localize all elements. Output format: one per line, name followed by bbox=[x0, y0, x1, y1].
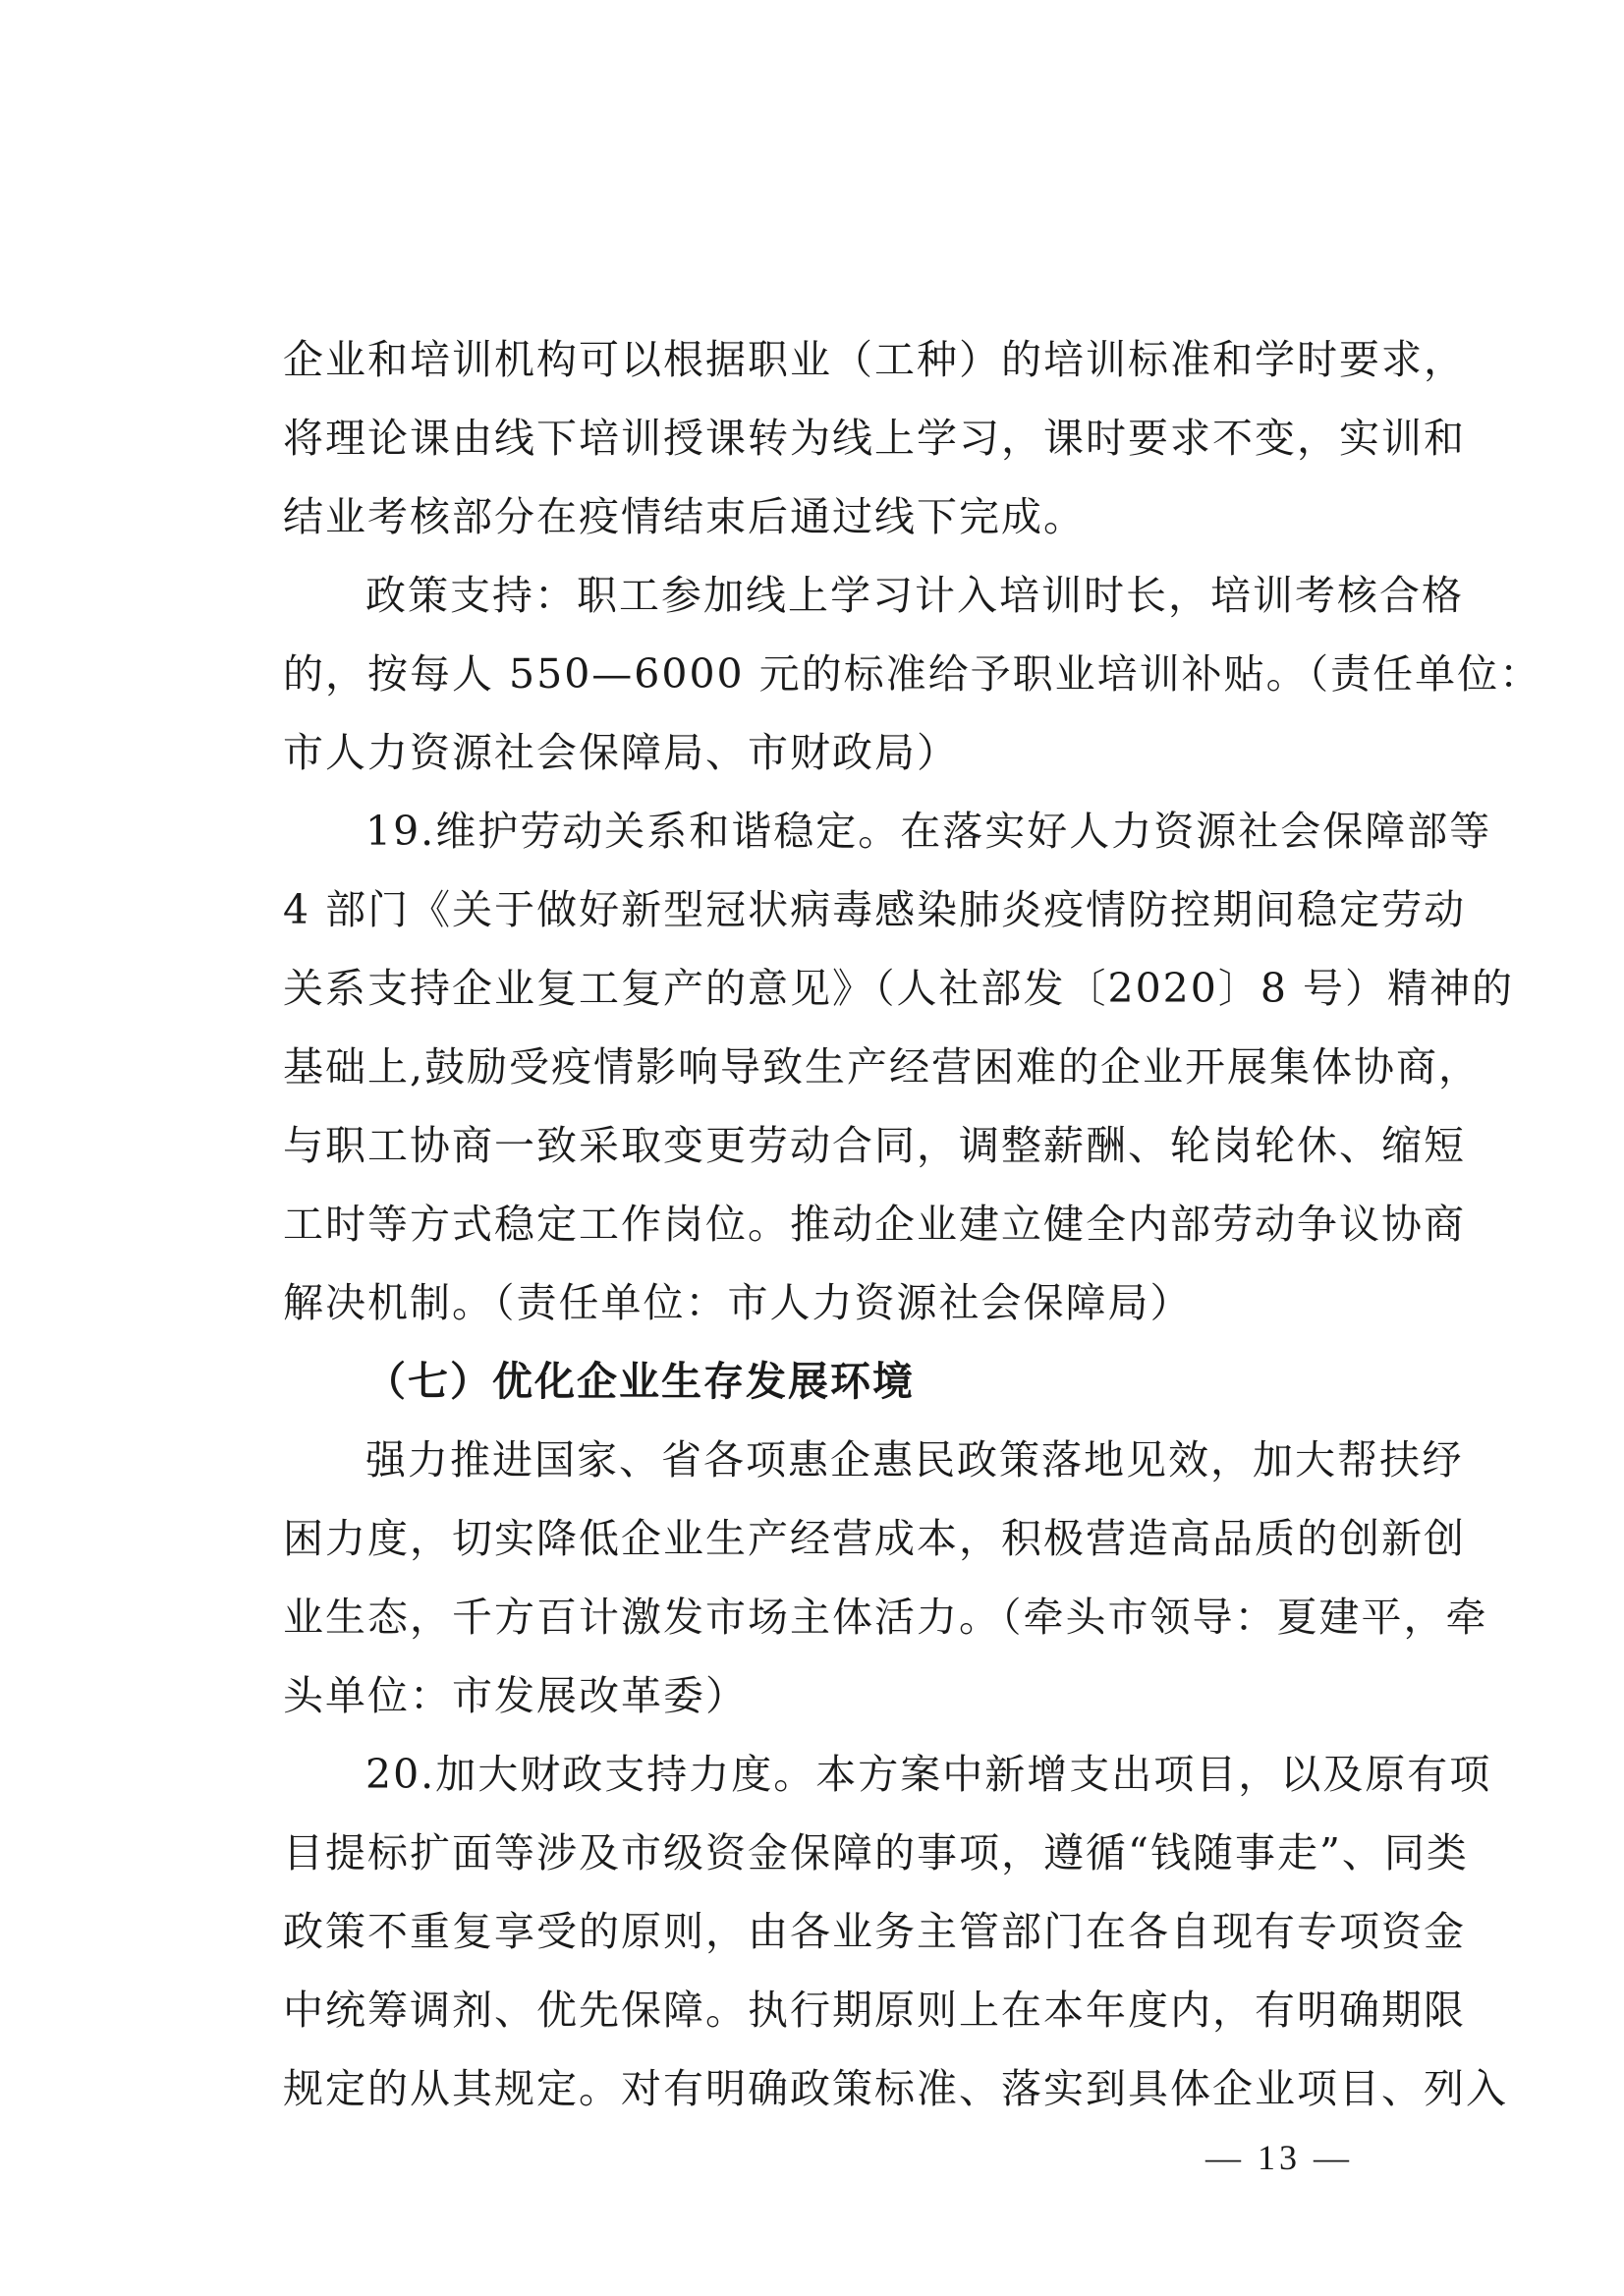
text-line: 工时等方式稳定工作岗位。推动企业建立健全内部劳动争议协商 bbox=[283, 1201, 1466, 1248]
text-line: 困力度，切实降低企业生产经营成本，积极营造高品质的创新创 bbox=[283, 1515, 1466, 1562]
text-line: 关系支持企业复工复产的意见》（人社部发〔2020〕8 号）精神的 bbox=[283, 965, 1514, 1012]
text-line: 企业和培训机构可以根据职业（工种）的培训标准和学时要求， bbox=[283, 336, 1466, 383]
section-heading: （七）优化企业生存发展环境 bbox=[365, 1358, 915, 1405]
text-line: 基础上,鼓励受疫情影响导致生产经营困难的企业开展集体协商， bbox=[283, 1043, 1482, 1091]
text-line: 解决机制。（责任单位：市人力资源社会保障局） bbox=[283, 1279, 1193, 1326]
text-line: 与职工协商一致采取变更劳动合同，调整薪酬、轮岗轮休、缩短 bbox=[283, 1122, 1466, 1169]
page-number: — 13 — bbox=[1205, 2138, 1353, 2177]
text-line: 业生态，千方百计激发市场主体活力。（牵头市领导：夏建平，牵 bbox=[283, 1594, 1488, 1641]
text-line: 的，按每人 550—6000 元的标准给予职业培训补贴。（责任单位： bbox=[283, 650, 1542, 698]
text-line: 头单位：市发展改革委） bbox=[283, 1672, 748, 1719]
paragraph-first-line: 19.维护劳动关系和谐稳定。在落实好人力资源社会保障部等 bbox=[365, 808, 1492, 855]
text-line: 结业考核部分在疫情结束后通过线下完成。 bbox=[283, 493, 1086, 540]
text-line: 目提标扩面等涉及市级资金保障的事项，遵循“钱随事走”、同类 bbox=[283, 1829, 1469, 1876]
text-line: 将理论课由线下培训授课转为线上学习，课时要求不变，实训和 bbox=[283, 415, 1466, 462]
text-line: 中统筹调剂、优先保障。执行期原则上在本年度内，有明确期限 bbox=[283, 1987, 1466, 2034]
text-line: 政策不重复享受的原则，由各业务主管部门在各自现有专项资金 bbox=[283, 1908, 1466, 1955]
paragraph-first-line: 政策支持：职工参加线上学习计入培训时长，培训考核合格 bbox=[365, 572, 1464, 619]
text-line: 4 部门《关于做好新型冠状病毒感染肺炎疫情防控期间稳定劳动 bbox=[283, 886, 1467, 933]
paragraph-first-line: 20.加大财政支持力度。本方案中新增支出项目，以及原有项 bbox=[365, 1751, 1492, 1798]
text-line: 规定的从其规定。对有明确政策标准、落实到具体企业项目、列入 bbox=[283, 2065, 1508, 2112]
paragraph-first-line: 强力推进国家、省各项惠企惠民政策落地见效，加大帮扶纾 bbox=[365, 1436, 1464, 1484]
text-line: 市人力资源社会保障局、市财政局） bbox=[283, 729, 959, 776]
